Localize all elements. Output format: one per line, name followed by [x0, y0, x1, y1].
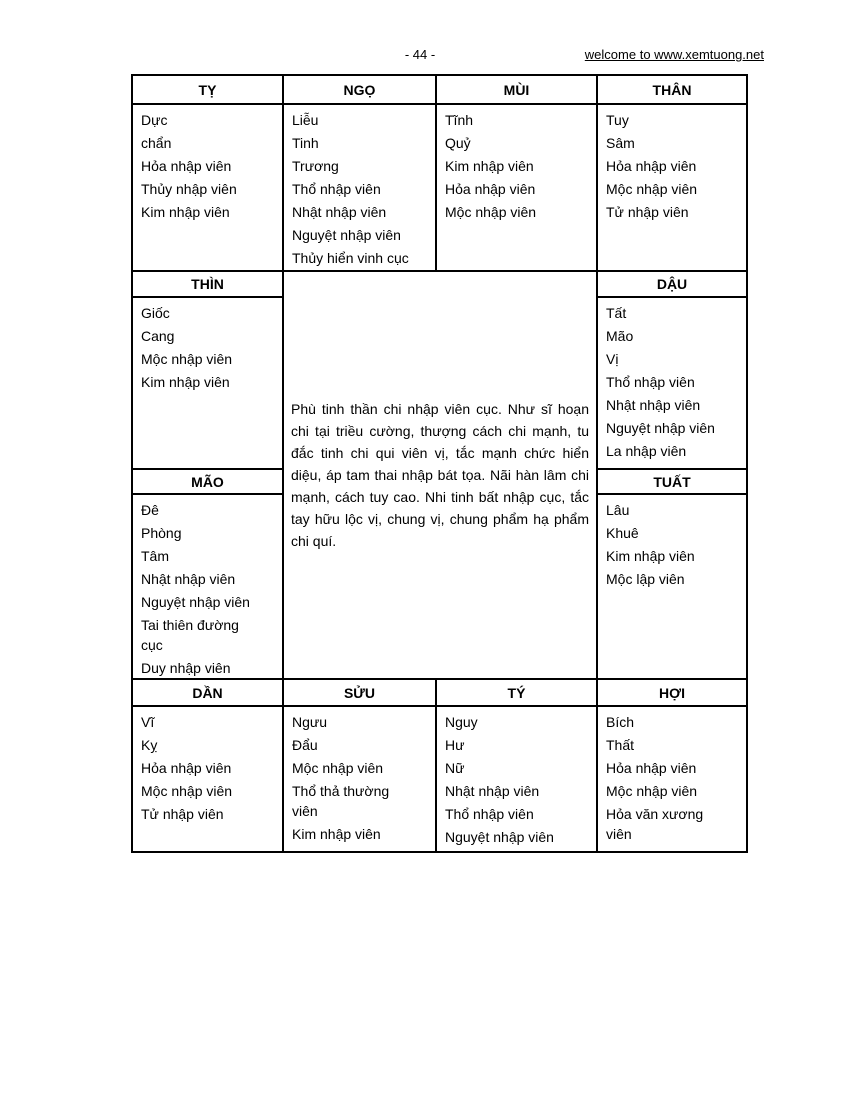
star-item: Trương [292, 158, 339, 174]
star-item: Thất [606, 737, 635, 753]
star-item: Nguyệt nhập viên [606, 420, 715, 436]
star-item: Tai thiên đường cục [141, 617, 239, 653]
star-item: Mão [606, 328, 634, 344]
star-item: Mộc nhập viên [141, 351, 233, 367]
star-item: Hư [445, 737, 465, 753]
star-item: Mộc nhập viên [606, 783, 698, 799]
star-item: Đẩu [292, 737, 318, 753]
palace-cell-dan [131, 705, 284, 853]
star-item: Tĩnh [445, 112, 474, 128]
star-item: Thổ nhập viên [292, 181, 381, 197]
star-item: Liễu [292, 112, 319, 128]
star-item: Thủy hiển vinh cục [292, 250, 409, 266]
star-item: Duy nhập viên [141, 660, 231, 676]
palace-cell-mao [131, 493, 284, 680]
zodiac-palace-table [131, 74, 748, 853]
center-commentary-cell [282, 270, 598, 680]
star-item: Ngưu [292, 714, 328, 730]
star-item: Tâm [141, 548, 169, 564]
star-item: Kim nhập viên [606, 548, 695, 564]
star-item: Nguyệt nhập viên [141, 594, 250, 610]
palace-header-than: THÂN [596, 74, 748, 105]
star-item: Kim nhập viên [141, 204, 230, 220]
star-item: Hỏa nhập viên [606, 158, 697, 174]
star-item: Phòng [141, 525, 182, 541]
palace-cell-ty [131, 103, 284, 272]
star-item: Dực [141, 112, 168, 128]
palace-header-thin: THÌN [131, 270, 284, 298]
star-item: Tử nhập viên [141, 806, 224, 822]
palace-header-dau: DẬU [596, 270, 748, 298]
palace-cell-ngo [282, 103, 437, 272]
page-number: - 44 - [404, 47, 436, 62]
star-item: Khuê [606, 525, 639, 541]
star-item: Vĩ [141, 714, 155, 730]
star-item: Thổ nhập viên [445, 806, 534, 822]
palace-cell-suu [282, 705, 437, 853]
palace-header-tuat: TUẤT [596, 468, 748, 495]
star-item: Hỏa văn xương viên [606, 806, 704, 842]
palace-cell-mui [435, 103, 598, 272]
star-item: Mộc nhập viên [141, 783, 233, 799]
star-item: Nhật nhập viên [606, 397, 701, 413]
palace-cell-hoi [596, 705, 748, 853]
star-item: Thủy nhập viên [141, 181, 237, 197]
star-item: Nhật nhập viên [141, 571, 236, 587]
star-item: Nhật nhập viên [292, 204, 387, 220]
star-item: Nguyệt nhập viên [445, 829, 554, 845]
star-item: Cang [141, 328, 175, 344]
star-item: Tuy [606, 112, 629, 128]
palace-cell-thin [131, 296, 284, 470]
star-item: Mộc nhập viên [606, 181, 698, 197]
palace-cell-tuat [596, 493, 748, 680]
star-item: Lâu [606, 502, 630, 518]
palace-header-tyy: TÝ [435, 678, 598, 707]
star-item: Vị [606, 351, 619, 367]
star-item: Tinh [292, 135, 319, 151]
star-item: Kỵ [141, 737, 158, 753]
palace-header-mui: MÙI [435, 74, 598, 105]
star-item: Giốc [141, 305, 170, 321]
star-item: Thổ nhập viên [606, 374, 695, 390]
star-item: Tử nhập viên [606, 204, 689, 220]
star-item: Mộc lập viên [606, 571, 685, 587]
star-item: Hỏa nhập viên [141, 158, 232, 174]
star-item: Sâm [606, 135, 635, 151]
star-item: Hỏa nhập viên [141, 760, 232, 776]
star-item: Mộc nhập viên [292, 760, 384, 776]
star-item: Nữ [445, 760, 465, 776]
star-item: Thổ thả thường viên [292, 783, 390, 819]
palace-header-mao: MÃO [131, 468, 284, 495]
star-item: Hỏa nhập viên [445, 181, 536, 197]
star-item: Nguyệt nhập viên [292, 227, 401, 243]
palace-header-dan: DẦN [131, 678, 284, 707]
center-commentary-text: Phù tinh thần chi nhập viên cục. Như sĩ hoạn chi tại triều cường, thượng cách chi mạnh, tu đắc tinh chi qui viên vị, tắc mạnh chức hiển diệu, áp tam thai nhập bát tọa. Nãi hàn lâm chi mạnh, cách tuy cao. Nhi tinh bất nhập cục, tắc tay hữu lộc vị, chung vị, chung phẩm hạ phẩm chi quí. [291, 401, 589, 549]
palace-header-ngo: NGỌ [282, 74, 437, 105]
palace-header-suu: SỬU [282, 678, 437, 707]
star-item: Bích [606, 714, 635, 730]
star-item: Nhật nhập viên [445, 783, 540, 799]
star-item: Kim nhập viên [292, 826, 381, 842]
star-item: Nguy [445, 714, 478, 730]
site-link[interactable]: welcome to www.xemtuong.net [584, 47, 764, 62]
palace-header-hoi: HỢI [596, 678, 748, 707]
star-item: chẩn [141, 135, 172, 151]
palace-header-ty: TỴ [131, 74, 284, 105]
palace-cell-tyy [435, 705, 598, 853]
star-item: Hỏa nhập viên [606, 760, 697, 776]
palace-cell-dau [596, 296, 748, 470]
star-item: Mộc nhập viên [445, 204, 537, 220]
star-item: Quỷ [445, 135, 471, 151]
star-item: La nhập viên [606, 443, 687, 459]
star-item: Kim nhập viên [141, 374, 230, 390]
palace-cell-than [596, 103, 748, 272]
star-item: Tất [606, 305, 627, 321]
star-item: Đê [141, 502, 159, 518]
star-item: Kim nhập viên [445, 158, 534, 174]
